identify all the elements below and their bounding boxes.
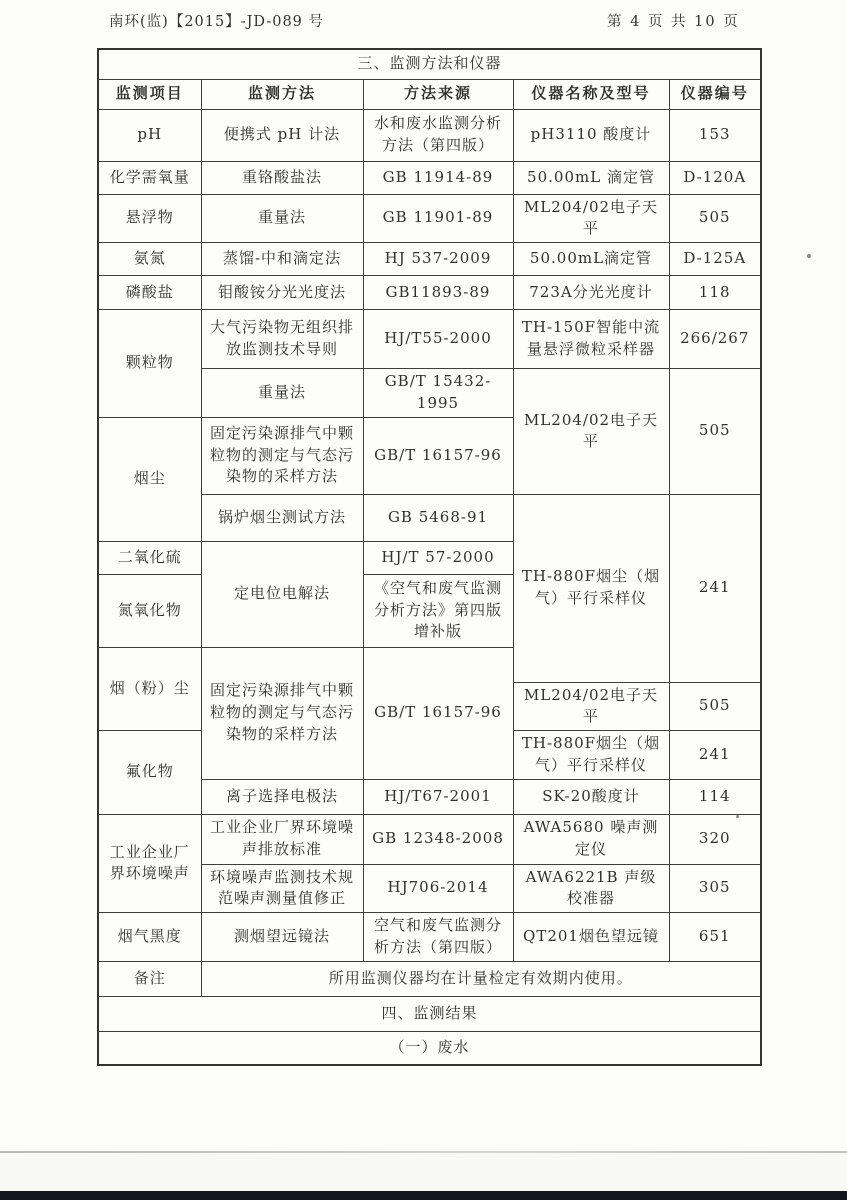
- cell-item-nox: 氮氧化物: [98, 574, 201, 647]
- cell-source-noise1: GB 12348-2008: [363, 814, 513, 864]
- cell-method-noise1: 工业企业厂界环境噪声排放标准: [201, 814, 363, 864]
- cell-item-fluoride: 氟化物: [98, 731, 201, 815]
- cell-inst-th880f-1: TH-880F烟尘（烟气）平行采样仪: [513, 494, 669, 682]
- cell-no-th880f-1: 241: [669, 494, 761, 682]
- cell-method-po4: 钼酸铵分光光度法: [201, 276, 363, 310]
- scan-fold-line: [0, 1151, 847, 1153]
- cell-method-nh3n: 蒸馏-中和滴定法: [201, 243, 363, 276]
- cell-no-th880f-2: 241: [669, 731, 761, 780]
- cell-inst-th880f-2: TH-880F烟尘（烟气）平行采样仪: [513, 731, 669, 780]
- cell-inst-sk20: SK-20酸度计: [513, 779, 669, 814]
- cell-method-cod: 重铬酸盐法: [201, 161, 363, 194]
- cell-source-ss: GB 11901-89: [363, 194, 513, 243]
- cell-method-electro: 定电位电解法: [201, 541, 363, 647]
- monitoring-methods-table: [97, 48, 762, 1066]
- cell-no-smoke: 651: [669, 913, 761, 962]
- cell-source-nox: 《空气和废气监测分析方法》第四版增补版: [363, 574, 513, 647]
- cell-item-cod: 化学需氧量: [98, 161, 201, 194]
- cell-no-po4: 118: [669, 276, 761, 310]
- page-number-info: 第 4 页 共 10 页: [607, 14, 740, 30]
- cell-inst-ss: ML204/02电子天平: [513, 194, 669, 243]
- cell-inst-pm1: TH-150F智能中流量悬浮微粒采样器: [513, 310, 669, 369]
- cell-inst-smoke: QT201烟色望远镜: [513, 913, 669, 962]
- cell-method-pm1: 大气污染物无组织排放监测技术导则: [201, 310, 363, 369]
- cell-source-pm1: HJ/T55-2000: [363, 310, 513, 369]
- col-header-source: 方法来源: [363, 79, 513, 109]
- cell-no-nh3n: D-125A: [669, 243, 761, 276]
- cell-source-fixed2: GB/T 16157-96: [363, 647, 513, 779]
- scan-speck: [736, 815, 739, 818]
- cell-no-noise2: 305: [669, 864, 761, 913]
- cell-no-ph: 153: [669, 109, 761, 161]
- cell-no-pm1: 266/267: [669, 310, 761, 369]
- cell-inst-noise2: AWA6221B 声级校准器: [513, 864, 669, 913]
- col-header-method: 监测方法: [201, 79, 363, 109]
- scan-next-page-edge: [0, 1153, 847, 1192]
- cell-source-ion: HJ/T67-2001: [363, 779, 513, 814]
- subsection-wastewater-title: （一）废水: [98, 1031, 761, 1065]
- cell-item-ph: pH: [98, 109, 201, 161]
- cell-no-balance2: 505: [669, 682, 761, 731]
- scan-bottom-edge: [0, 1191, 847, 1200]
- cell-method-ss: 重量法: [201, 194, 363, 243]
- section4-title: 四、监测结果: [98, 996, 761, 1031]
- cell-method-ion: 离子选择电极法: [201, 779, 363, 814]
- cell-no-balance1: 505: [669, 369, 761, 495]
- cell-method-noise2: 环境噪声监测技术规范噪声测量值修正: [201, 864, 363, 913]
- cell-no-noise1: 320: [669, 814, 761, 864]
- cell-source-ph: 水和废水监测分析方法（第四版）: [363, 109, 513, 161]
- cell-source-smoke: 空气和废气监测分析方法（第四版）: [363, 913, 513, 962]
- cell-remark-text: 所用监测仪器均在计量检定有效期内使用。: [201, 961, 761, 996]
- col-header-no: 仪器编号: [669, 79, 761, 109]
- cell-inst-ph: pH3110 酸度计: [513, 109, 669, 161]
- cell-inst-nh3n: 50.00mL滴定管: [513, 243, 669, 276]
- cell-inst-balance1: ML204/02电子天平: [513, 369, 669, 495]
- cell-method-ph: 便携式 pH 计法: [201, 109, 363, 161]
- cell-no-cod: D-120A: [669, 161, 761, 194]
- document-number: 南环(监)【2015】-JD-089 号: [109, 14, 325, 30]
- scan-speck: [807, 254, 811, 258]
- cell-inst-po4: 723A分光光度计: [513, 276, 669, 310]
- col-header-instrument: 仪器名称及型号: [513, 79, 669, 109]
- section3-title: 三、监测方法和仪器: [98, 49, 761, 79]
- cell-item-so2: 二氧化硫: [98, 541, 201, 574]
- cell-source-nh3n: HJ 537-2009: [363, 243, 513, 276]
- cell-inst-balance2: ML204/02电子天平: [513, 682, 669, 731]
- cell-item-soot: 烟尘: [98, 417, 201, 541]
- cell-inst-cod: 50.00mL 滴定管: [513, 161, 669, 194]
- cell-item-noise: 工业企业厂界环境噪声: [98, 814, 201, 913]
- col-header-item: 监测项目: [98, 79, 201, 109]
- cell-item-nh3n: 氨氮: [98, 243, 201, 276]
- cell-item-dust: 烟（粉）尘: [98, 647, 201, 731]
- cell-item-smoke: 烟气黑度: [98, 913, 201, 962]
- cell-item-ss: 悬浮物: [98, 194, 201, 243]
- cell-method-fixed2: 固定污染源排气中颗粒物的测定与气态污染物的采样方法: [201, 647, 363, 779]
- cell-source-po4: GB11893-89: [363, 276, 513, 310]
- cell-no-ss: 505: [669, 194, 761, 243]
- cell-source-soot1: GB/T 16157-96: [363, 417, 513, 494]
- cell-no-sk20: 114: [669, 779, 761, 814]
- cell-source-pm2: GB/T 15432-1995: [363, 369, 513, 418]
- cell-inst-noise1: AWA5680 噪声测定仪: [513, 814, 669, 864]
- cell-method-soot1: 固定污染源排气中颗粒物的测定与气态污染物的采样方法: [201, 417, 363, 494]
- cell-method-smoke: 测烟望远镜法: [201, 913, 363, 962]
- cell-item-po4: 磷酸盐: [98, 276, 201, 310]
- cell-method-soot2: 锅炉烟尘测试方法: [201, 494, 363, 541]
- cell-source-so2: HJ/T 57-2000: [363, 541, 513, 574]
- cell-source-cod: GB 11914-89: [363, 161, 513, 194]
- cell-source-soot2: GB 5468-91: [363, 494, 513, 541]
- cell-source-noise2: HJ706-2014: [363, 864, 513, 913]
- cell-remark-label: 备注: [98, 961, 201, 996]
- cell-method-pm2: 重量法: [201, 369, 363, 418]
- cell-item-pm: 颗粒物: [98, 310, 201, 418]
